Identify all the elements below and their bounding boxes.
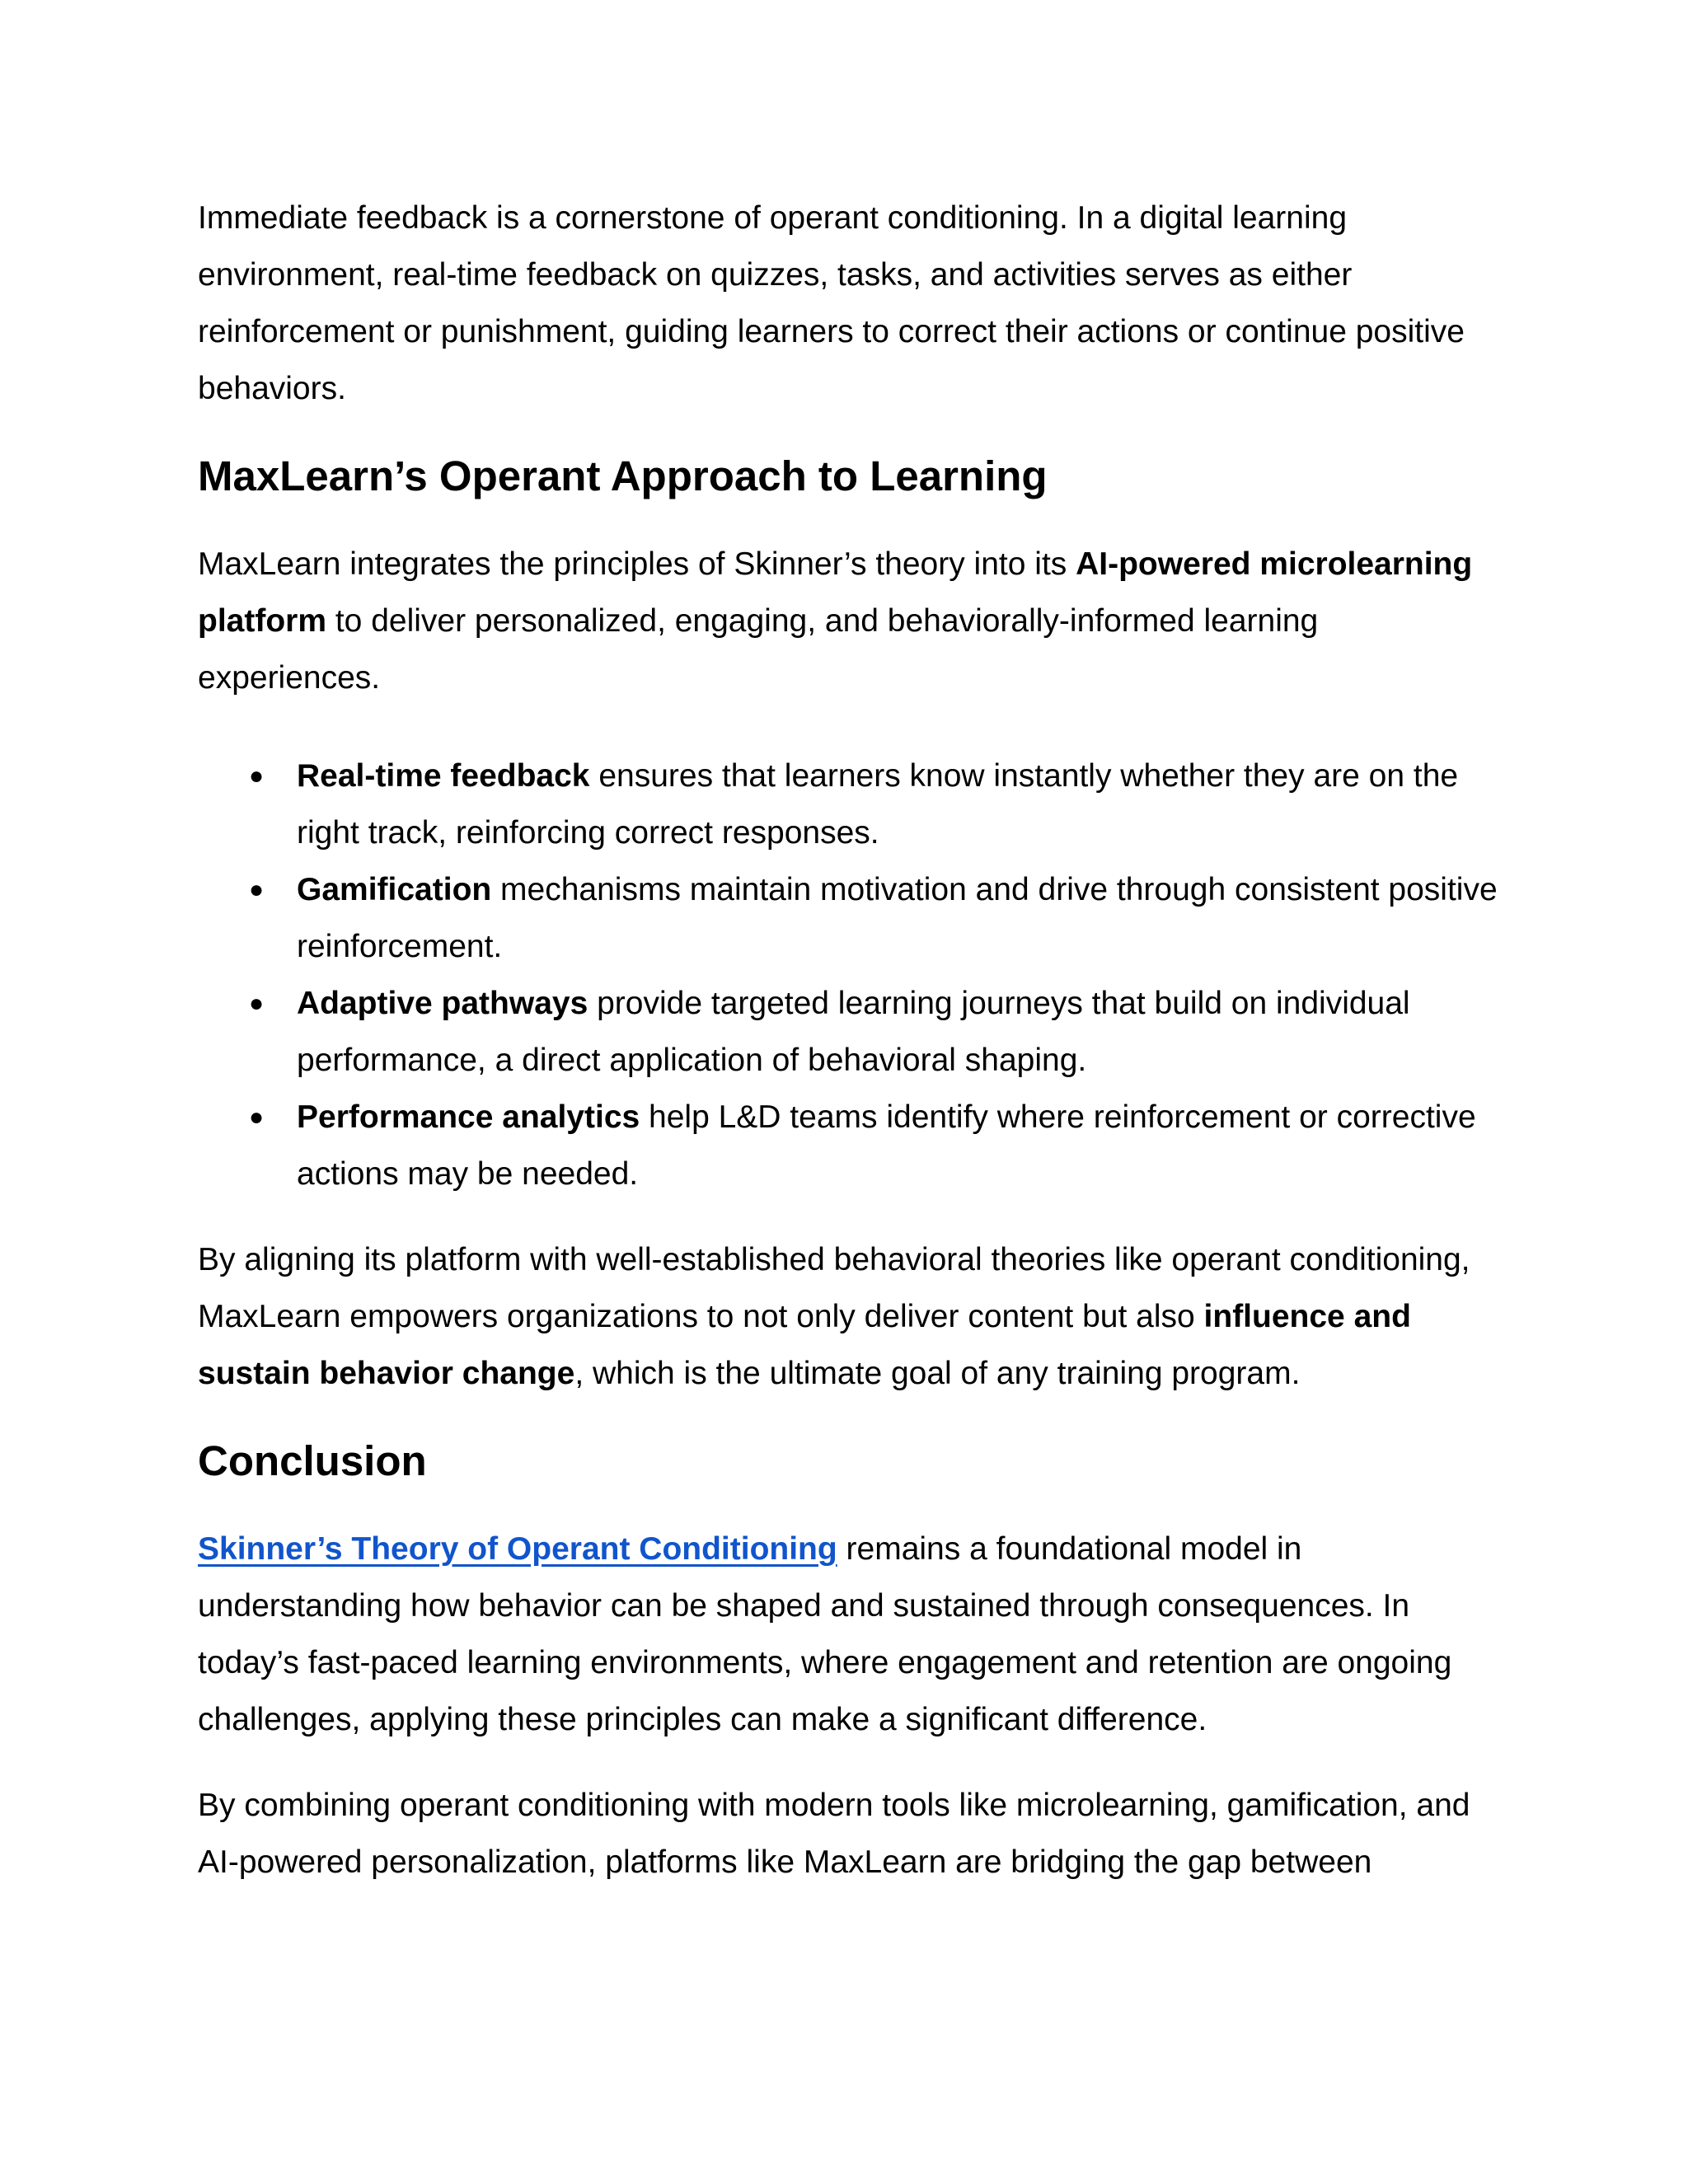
list-item-text: provide targeted learning journeys that build on individual performance, a direct application of behavioral shaping.	[297, 986, 1410, 1078]
approach-intro-bold: AI-powered microlearning platform	[198, 546, 1473, 639]
bullet-icon: ●	[249, 990, 265, 1017]
bullet-icon: ●	[249, 876, 265, 903]
approach-intro-text-start: MaxLearn integrates the principles of Skinner’s theory into its	[198, 546, 1076, 582]
approach-intro-text-end: to deliver personalized, engaging, and behaviorally-informed learning experiences.	[198, 603, 1319, 696]
list-item	[198, 1089, 1500, 1202]
aligning-paragraph	[198, 1231, 1500, 1402]
aligning-text-start: By aligning its platform with well-established behavioral theories like operant conditioning, MaxLearn empowers organizations to not only deliver content but also	[198, 1242, 1470, 1334]
list-item	[198, 748, 1500, 861]
list-item-text: help L&D teams identify where reinforcement or corrective actions may be needed.	[297, 1099, 1476, 1192]
bullet-icon: ●	[249, 1104, 265, 1131]
list-item-bold: Real-time feedback	[297, 758, 590, 794]
list-item-bold: Adaptive pathways	[297, 986, 588, 1021]
section-heading-conclusion: Conclusion	[198, 1437, 427, 1484]
section-heading-approach: MaxLearn’s Operant Approach to Learning	[198, 452, 1048, 499]
conclusion-paragraph	[198, 1521, 1500, 1748]
list-item-bold: Performance analytics	[297, 1099, 640, 1135]
aligning-text-end: , which is the ultimate goal of any training program.	[574, 1356, 1301, 1391]
bullet-icon: ●	[249, 762, 265, 790]
list-item	[198, 861, 1500, 975]
list-item	[198, 975, 1500, 1089]
conclusion-paragraph-text: remains a foundational model in understanding how behavior can be shaped and sustained through consequences. In today’s fast-paced learning environments, where engagement and retention are ongoing challenges, applying these principles can make a significant difference.	[198, 1531, 1452, 1737]
document-page	[198, 190, 1500, 1891]
closing-paragraph: By combining operant conditioning with modern tools like microlearning, gamification, and AI-powered personalization, platforms like MaxLearn are bridging the gap between	[198, 1788, 1470, 1880]
list-item-text: ensures that learners know instantly whether they are on the right track, reinforcing correct responses.	[297, 758, 1459, 851]
features-bullet-list	[198, 748, 1500, 1202]
list-item-bold: Gamification	[297, 872, 492, 907]
aligning-bold: influence and sustain behavior change	[198, 1299, 1411, 1391]
list-item-text: mechanisms maintain motivation and drive through consistent positive reinforcement.	[297, 872, 1498, 964]
skinner-theory-link[interactable]: Skinner’s Theory of Operant Conditioning	[198, 1531, 837, 1567]
intro-paragraph: Immediate feedback is a cornerstone of operant conditioning. In a digital learning environment, real-time feedback on quizzes, tasks, and activities serves as either reinforcement or punishment, guiding learners to correct their actions or continue positive behaviors.	[198, 200, 1465, 406]
approach-intro-paragraph	[198, 536, 1500, 706]
